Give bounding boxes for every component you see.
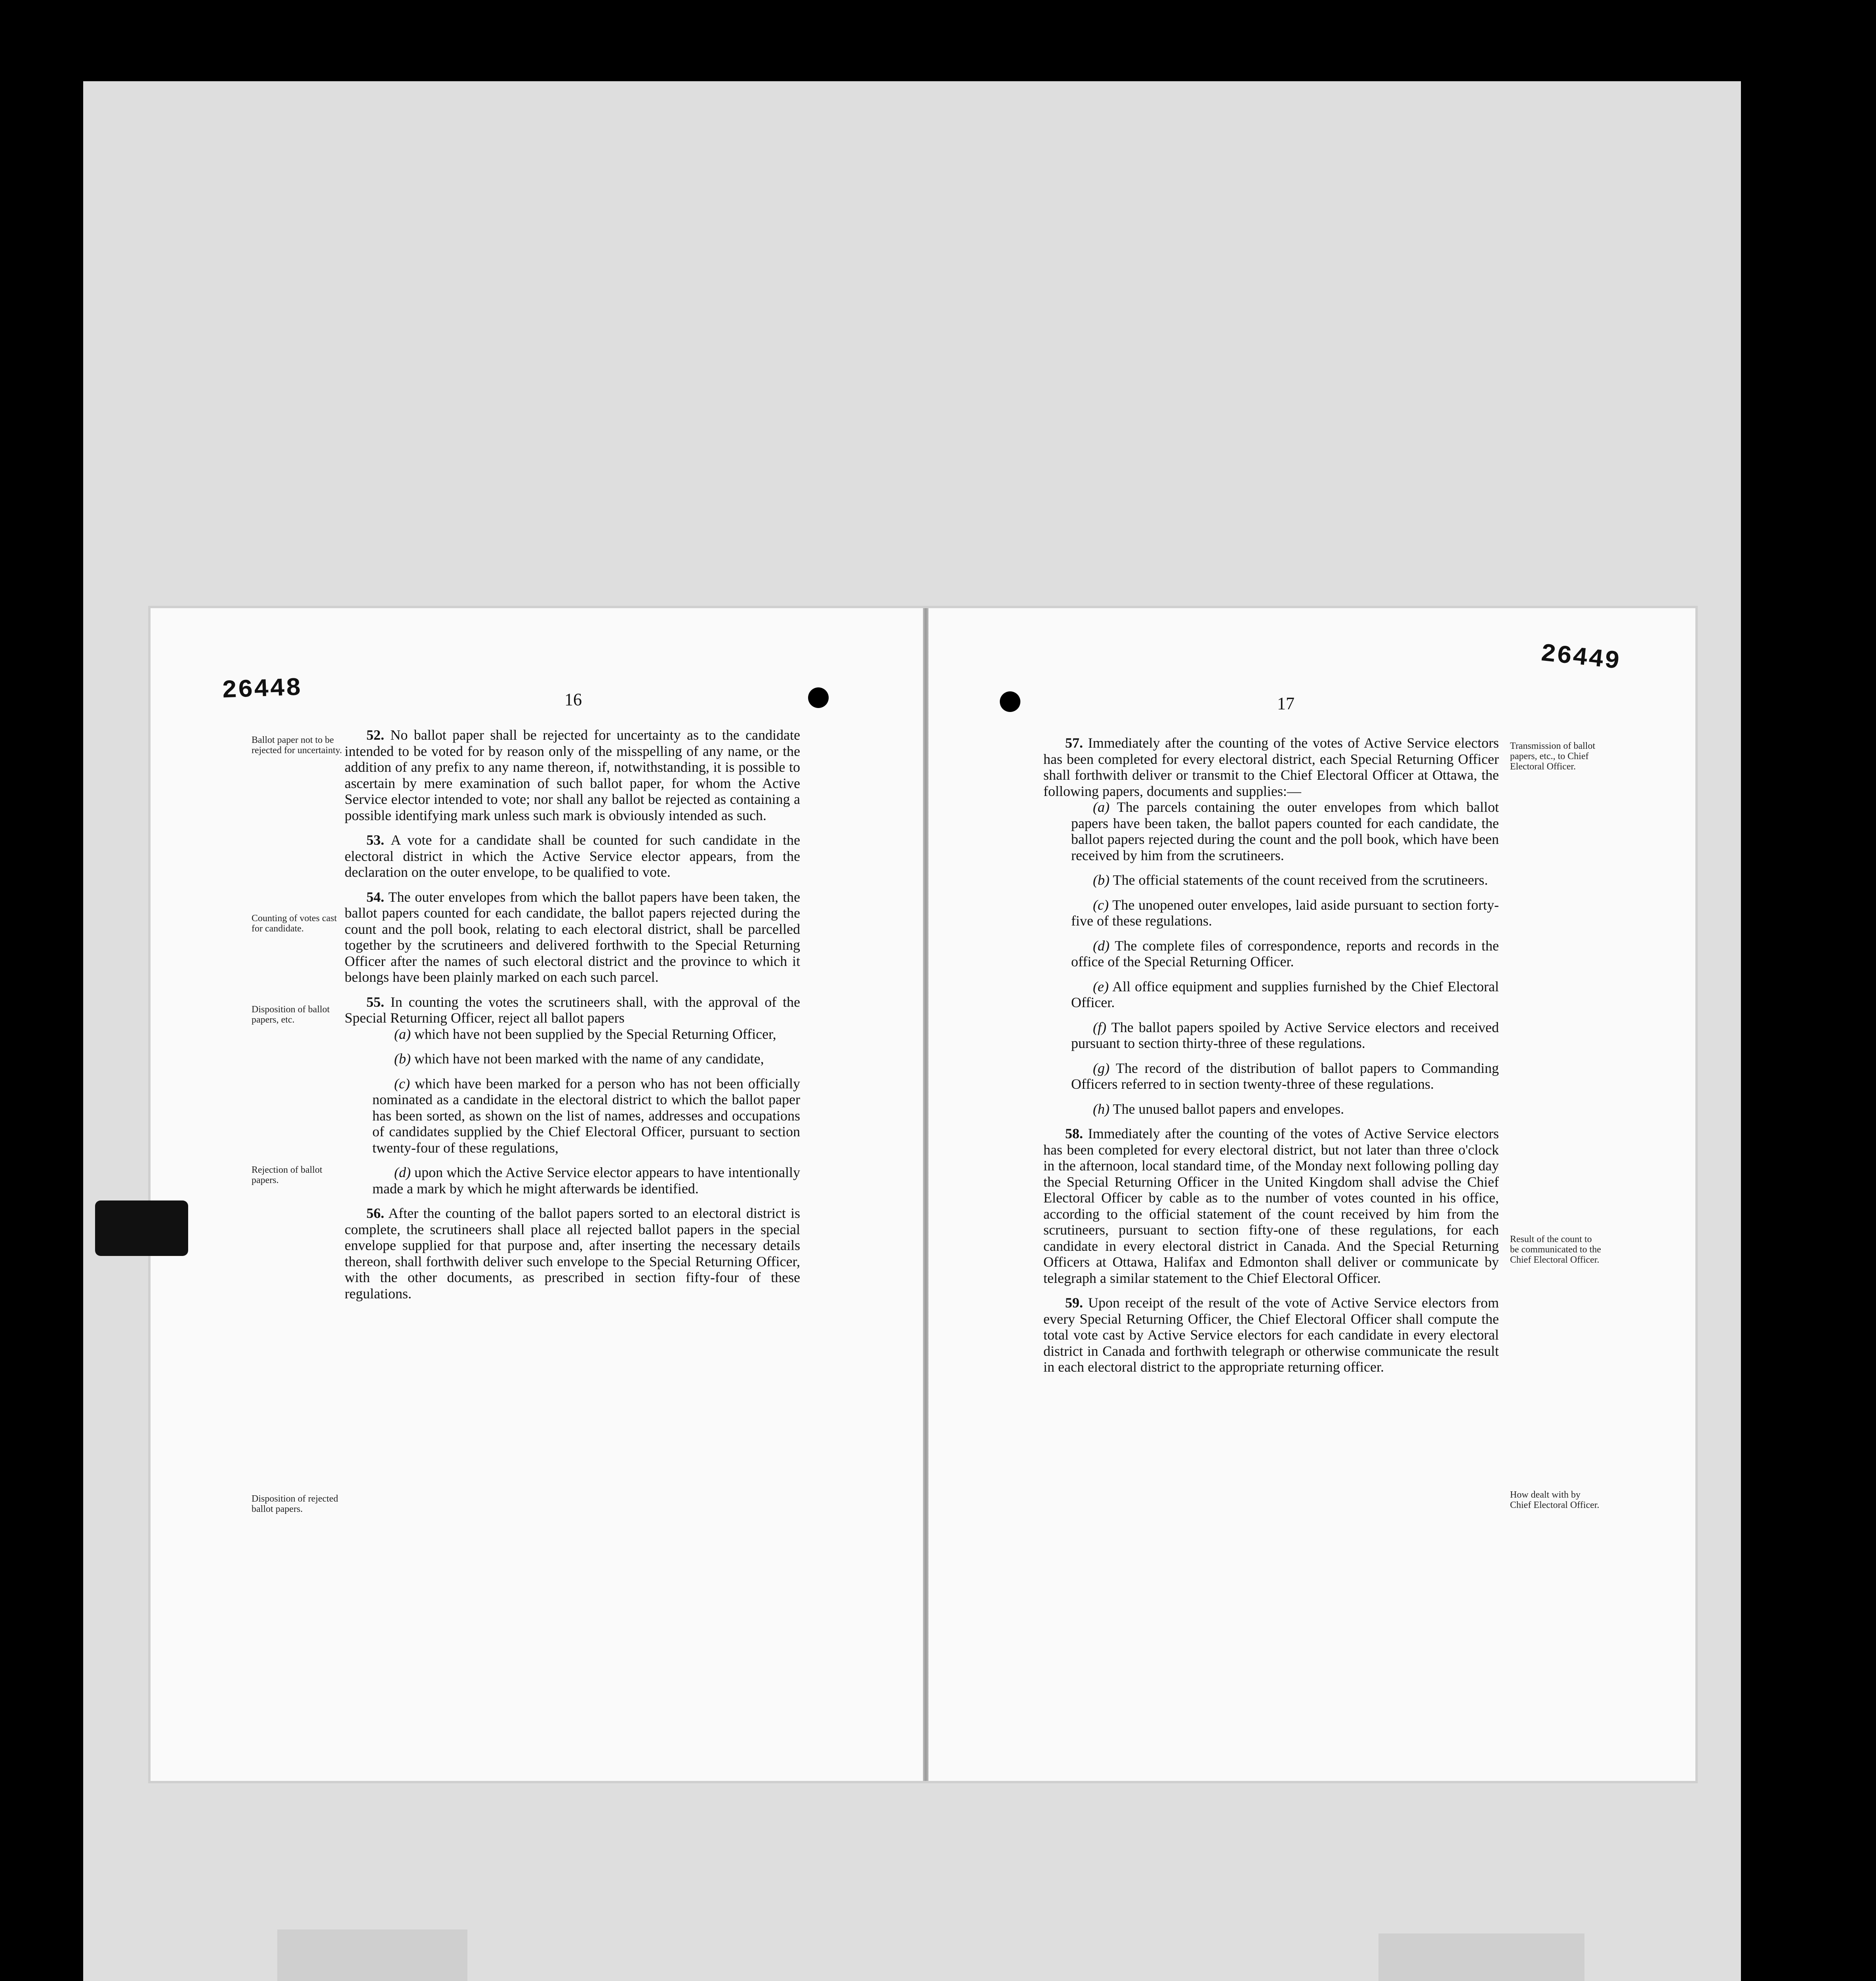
tape-left [277,1929,467,1981]
book-gutter [923,608,928,1781]
binder-clip [95,1200,188,1256]
list-item: (e) All office equipment and supplies furnished by the Chief Electoral Officer. [1071,978,1499,1010]
tape-right [1378,1933,1584,1981]
list-item: (a) The parcels containing the outer envelopes from which ballot papers have been taken, the ballot papers counted for each candidate, the ballot papers rejected during the count and the poll book, which have been received by him from the scrutineers. [1071,799,1499,863]
list-item: (g) The record of the distribution of ballot papers to Commanding Officers referred to in section twenty-three of these regulations. [1071,1060,1499,1092]
page-number: 16 [564,690,582,709]
section-55: 55. In counting the votes the scrutineers shall, with the approval of the Special Returning Officer, reject all ballot papers [345,994,801,1026]
margin-note: Result of the count to be communicated to the Chief Electoral Officer. [1510,1234,1601,1265]
section-58: 58. Immediately after the counting of the votes of Active Service electors has been completed for every electoral district, but not later than three o'clock in the afternoon, local standard time, of the Monday next following polling day the Special Returning Officer in the United Kingdom shall advise the Chief Electoral Officer by cable as to the number of votes counted in his office, according to the official statement of the count received by him from the scrutineers, pursuant to section fifty-one of these regulations, for each candidate in every electoral district in Canada. And the Special Returning Officers at Ottawa, Halifax and Edmonton shall deliver or communicate by telegraph a similar statement to the Chief Electoral Officer. [1043,1126,1499,1286]
left-page [151,608,923,1781]
section-55-items [345,1026,800,1197]
right-page [928,608,1695,1781]
section-59: 59. Upon receipt of the result of the vote of Active Service electors from every Special Returning Officer, the Chief Electoral Officer shall compute the total vote cast by Active Service electors for each candidate in every electoral district in Canada and forthwith telegraph or otherwise communicate the result in each electoral district to the appropriate returning officer. [1043,1295,1499,1375]
list-item: (b) which have not been marked with the name of any candidate, [394,1051,764,1067]
punch-hole [808,687,829,708]
list-item: (c) which have been marked for a person who has not been officially nominated as a candidate in the electoral district to which the ballot paper has been sorted, as shown on the list of names, addresses and occupations of candidates supplied by the Chief Electoral Officer, pursuant to section twenty-four of these regulations, [372,1075,801,1156]
left-text-column [345,727,800,1310]
list-item: (h) The unused ballot papers and envelopes. [1093,1101,1344,1117]
right-text-column [1043,735,1499,1384]
margin-note: Disposition of ballot papers, etc. [252,1004,330,1025]
page-number: 17 [1277,694,1295,713]
list-item: (d) upon which the Active Service elector appears to have intentionally made a mark by which he might afterwards be identified. [372,1164,801,1197]
list-item: (d) The complete files of correspondence, reports and records in the office of the Special Returning Officer. [1071,937,1499,970]
margin-note: Rejection of ballot papers. [252,1165,322,1185]
section-57-items [1043,799,1499,1117]
page-stamp: 26449 [1539,639,1622,677]
margin-note: Ballot paper not to be rejected for uncertainty. [252,735,342,756]
section-57: 57. Immediately after the counting of the votes of Active Service electors has been completed for every electoral district, each Special Returning Officer shall forthwith deliver or transmit to the Chief Electoral Officer at Ottawa, the following papers, documents and supplies:— [1043,735,1499,799]
section-56: 56. After the counting of the ballot papers sorted to an electoral district is complete, the scrutineers shall place all rejected ballot papers in the special envelope supplied for that purpose and, after inserting the necessary details thereon, shall forthwith deliver such envelope to the Special Returning Officer, with the other documents, as prescribed in section fifty-four of these regulations. [345,1205,800,1302]
section-52: 52. No ballot paper shall be rejected for uncertainty as to the candidate intended to be voted for by reason only of the misspelling of any name, or the addition of any prefix to any name thereon, if, notwithstanding, it is possible to ascertain by mere examination of such ballot paper, for whom the Active Service elector intended to vote; nor shall any ballot be rejected as containing a possible identifying mark unless such mark is obviously intended as such. [345,727,800,823]
list-item: (b) The official statements of the count received from the scrutineers. [1093,872,1488,888]
open-booklet [151,608,1695,1781]
section-54: 54. The outer envelopes from which the ballot papers have been taken, the ballot papers counted for each candidate, the ballot papers rejected during the count and the poll book, relating to each electoral district, shall be parcelled together by the scrutineers and delivered forthwith to the Special Returning Officer after the names of such electoral district and the province to which it belongs have been plainly marked on each such parcel. [345,889,800,985]
section-53: 53. A vote for a candidate shall be counted for such candidate in the electoral district in which the Active Service elector appears, from the declaration on the outer envelope, to be qualified to vote. [345,832,800,880]
list-item: (f) The ballot papers spoiled by Active Service electors and received pursuant to section thirty-three of these regulations. [1071,1019,1499,1051]
punch-hole [1000,691,1020,712]
list-item: (c) The unopened outer envelopes, laid aside pursuant to section forty-five of these regulations. [1071,897,1499,929]
page-stamp: 26448 [221,674,303,706]
margin-note: Transmission of ballot papers, etc., to Chief Electoral Officer. [1510,741,1596,772]
margin-note: How dealt with by Chief Electoral Officer. [1510,1490,1600,1510]
list-item: (a) which have not been supplied by the Special Returning Officer, [394,1026,776,1042]
margin-note: Disposition of rejected ballot papers. [252,1494,338,1514]
margin-note: Counting of votes cast for candidate. [252,913,337,934]
